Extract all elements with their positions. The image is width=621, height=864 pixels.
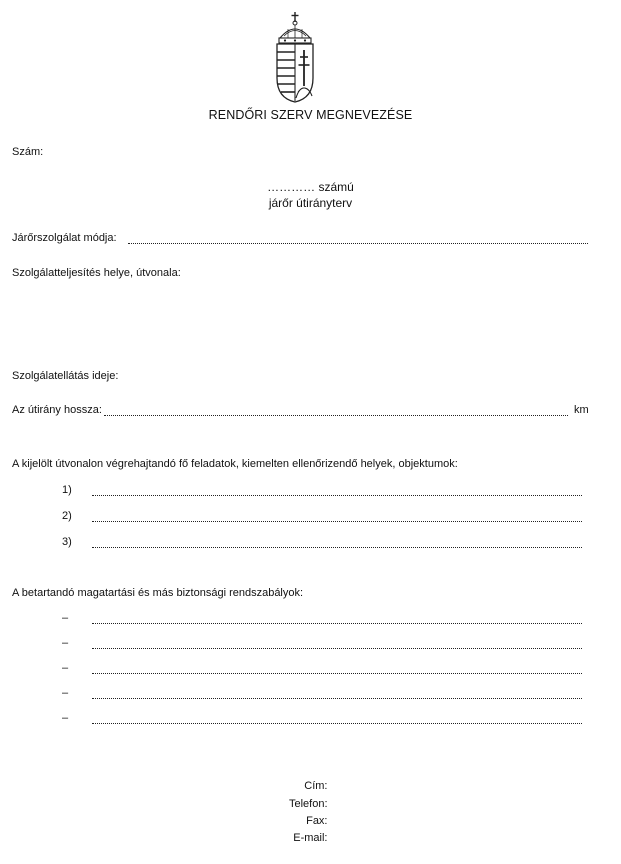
footer-fax-label: Fax: [306, 815, 328, 827]
coat-of-arms-icon [274, 12, 316, 104]
rule-field[interactable] [92, 698, 582, 699]
task-number: 2) [62, 510, 72, 522]
route-length-unit: km [574, 404, 589, 416]
footer-phone-label: Telefon: [288, 798, 328, 810]
task-number: 1) [62, 484, 72, 496]
number-label: Szám: [12, 146, 44, 158]
rule-field[interactable] [92, 648, 582, 649]
task-field[interactable] [92, 521, 582, 522]
route-length-field[interactable] [104, 415, 568, 416]
task-number: 3) [62, 536, 72, 548]
service-place-label: Szolgálatteljesítés helye, útvonala: [12, 267, 181, 279]
rules-label: A betartandó magatartási és más biztonsági rendszabályok: [12, 587, 304, 599]
rule-bullet: – [62, 687, 69, 699]
rule-bullet: – [62, 612, 69, 624]
footer-address-label: Cím: [304, 780, 328, 792]
rule-bullet: – [62, 712, 69, 724]
rule-field[interactable] [92, 673, 582, 674]
footer-email-label: E-mail: [293, 832, 328, 844]
document-number-line: ………… számú [267, 180, 354, 194]
route-length-label: Az útirány hossza: [12, 404, 102, 416]
rule-bullet: – [62, 637, 69, 649]
rule-field[interactable] [92, 723, 582, 724]
task-field[interactable] [92, 547, 582, 548]
document-title: járőr útirányterv [268, 196, 353, 210]
rule-field[interactable] [92, 623, 582, 624]
patrol-mode-label: Járőrszolgálat módja: [12, 232, 117, 244]
organization-name: RENDŐRI SZERV MEGNEVEZÉSE [208, 108, 413, 122]
tasks-label: A kijelölt útvonalon végrehajtandó fő feladatok, kiemelten ellenőrizendő helyek, objektumok: [12, 458, 458, 470]
task-field[interactable] [92, 495, 582, 496]
service-time-label: Szolgálatellátás ideje: [12, 370, 119, 382]
patrol-mode-field[interactable] [128, 243, 588, 244]
rule-bullet: – [62, 662, 69, 674]
